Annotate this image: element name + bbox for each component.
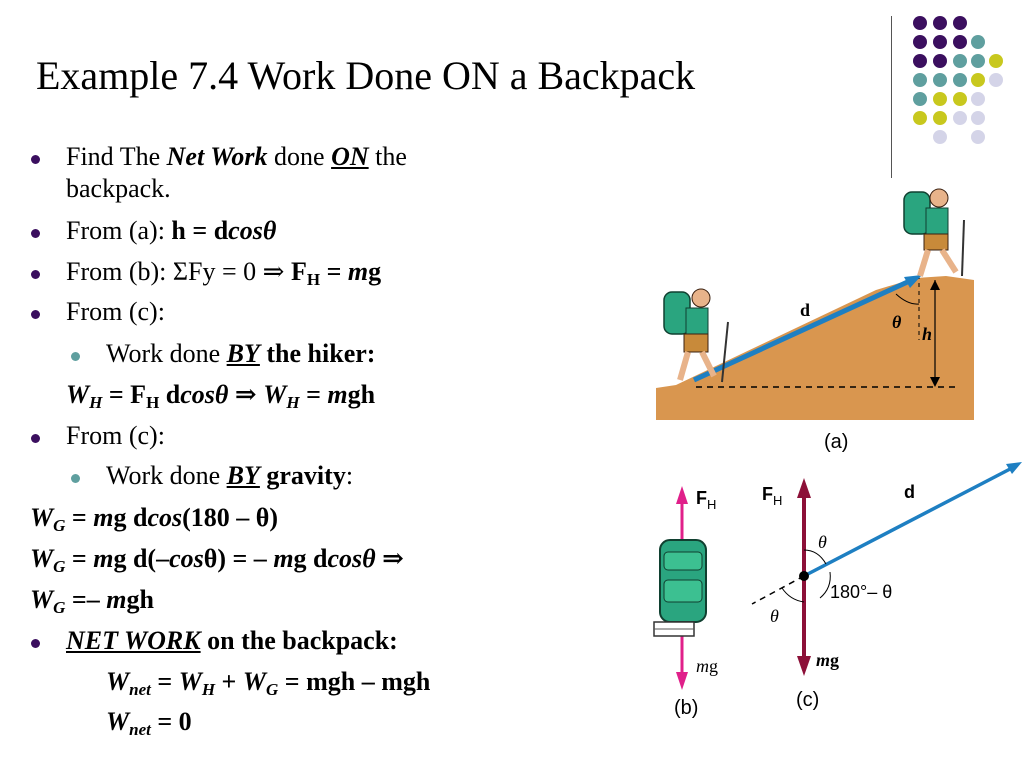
bullet-from-c-1: From (c):: [66, 297, 165, 326]
figure-c-theta-lower: θ: [770, 606, 779, 626]
decorative-dot: [953, 73, 967, 87]
decorative-dot: [913, 16, 927, 30]
bullet-from-c-2: From (c):: [66, 421, 165, 450]
decorative-dot: [953, 16, 967, 30]
figure-b-caption: (b): [674, 697, 699, 719]
decorative-dot: [913, 73, 927, 87]
equation-work-gravity-2: $W_G$ = mg d(–cosθ) = – mg dcosθ ⇒: [30, 544, 404, 576]
sub-bullet-work-by-hiker: Work done BY the hiker:: [106, 339, 376, 368]
decorative-dot: [933, 35, 947, 49]
decorative-dot: [989, 54, 1003, 68]
figure-a-caption: (a): [824, 431, 849, 453]
decorative-dot: [953, 35, 967, 49]
figure-c-angle-label: 180°– θ: [830, 582, 893, 602]
decorative-dot: [933, 130, 947, 144]
decorative-dot: [953, 111, 967, 125]
figure-b-FH-label: $F_H$: [696, 488, 717, 512]
figure-b-backpack: [640, 478, 736, 722]
figure-c-FH-label: $F_H$: [762, 484, 783, 508]
bullet-find-continuation: backpack.: [66, 174, 171, 203]
figure-a-incline: [656, 180, 974, 458]
bullet-from-a: From (a): h = dcosθ: [66, 216, 277, 245]
figure-b-mg-label: mg: [696, 656, 718, 676]
equation-work-gravity-3: $W_G$ =– mgh: [30, 585, 154, 617]
decorative-dot: [971, 130, 985, 144]
figure-c-vectors: [750, 460, 1024, 712]
decorative-dot: [913, 92, 927, 106]
figure-a-theta-label: θ: [892, 312, 902, 332]
figure-c-caption: (c): [796, 689, 820, 711]
decorative-dot: [913, 54, 927, 68]
bullet-from-b: From (b): ΣFy = 0 ⇒ $F_H$ = mg: [66, 257, 382, 289]
figure-c-mg-label: mg: [816, 650, 840, 670]
decorative-dot: [933, 111, 947, 125]
decorative-dot: [933, 54, 947, 68]
equation-net-work-2: $W_{net} = 0$: [106, 707, 192, 739]
sub-bullet-work-by-gravity: Work done BY gravity:: [106, 461, 354, 490]
decorative-dot: [989, 73, 1003, 87]
bullet-net-work: NET WORK on the backpack:: [66, 626, 398, 655]
decorative-dot: [971, 35, 985, 49]
equation-work-hiker: $W_H = F_H$ dcosθ ⇒ $W_H$ = mgh: [66, 380, 376, 412]
decorative-dot: [933, 73, 947, 87]
title-divider: [891, 16, 892, 178]
figure-a-d-label: d: [800, 300, 811, 320]
decorative-dot: [953, 92, 967, 106]
decorative-dot: [971, 111, 985, 125]
decorative-dot: [971, 92, 985, 106]
decorative-dot: [953, 54, 967, 68]
hiker-top-figure: [904, 189, 964, 276]
decorative-dot: [933, 92, 947, 106]
decorative-dot: [933, 16, 947, 30]
figure-a-h-label: h: [922, 324, 933, 344]
figure-c-d-label: d: [904, 482, 915, 502]
decorative-dot: [913, 111, 927, 125]
decorative-dot: [971, 73, 985, 87]
page-title: Example 7.4 Work Done ON a Backpack: [36, 53, 696, 98]
backpack-icon: [654, 540, 706, 636]
bullet-find-net-work: Find The Net Work done ON the: [66, 142, 407, 171]
decorative-dot: [913, 35, 927, 49]
figure-c-theta-upper: θ: [818, 532, 827, 552]
equation-net-work-1: $W_{net} = W_H + W_G$ = mgh – mgh: [106, 667, 431, 699]
decorative-dot: [971, 54, 985, 68]
equation-work-gravity-1: $W_G$ = mg dcos(180 – θ): [30, 503, 278, 535]
